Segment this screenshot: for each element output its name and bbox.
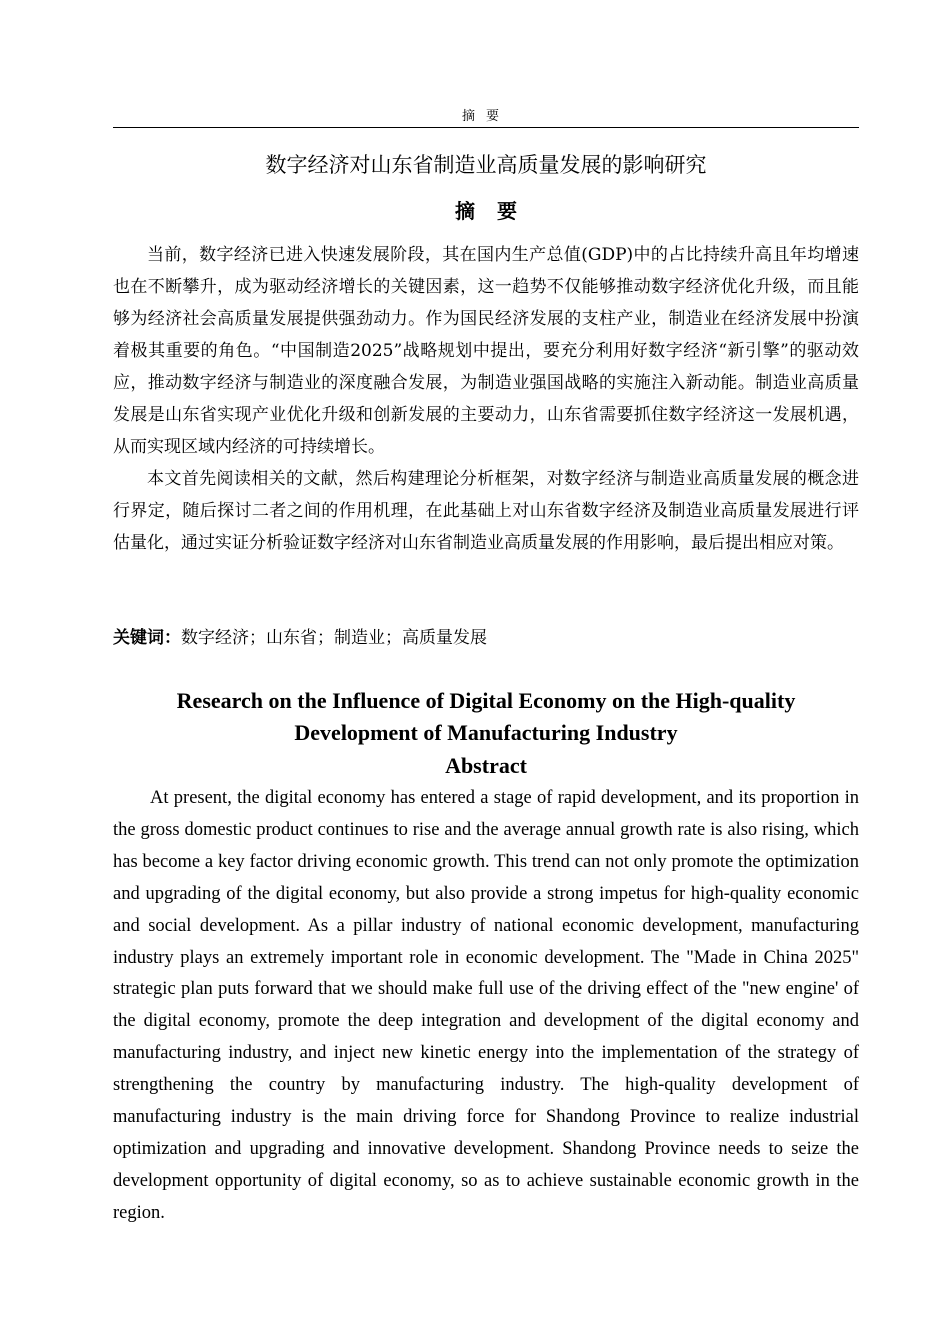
keywords-value: 数字经济；山东省；制造业；高质量发展 — [181, 628, 487, 648]
chinese-abstract-heading: 摘要 — [455, 199, 539, 223]
english-title — [113, 685, 859, 749]
english-title-line-1: Research on the Influence of Digital Economy on the High-quality — [176, 688, 796, 713]
chinese-paragraph-2: 本文首先阅读相关的文献，然后构建理论分析框架，对数字经济与制造业高质量发展的概念进行界定，随后探讨二者之间的作用机理，在此基础上对山东省数字经济及制造业高质量发展进行评估量化，通过实证分析验证数字经济对山东省制造业高质量发展的作用影响，最后提出相应对策。 — [113, 469, 859, 553]
running-header: 摘要 — [461, 109, 510, 124]
english-paragraph-1: At present, the digital economy has entered a stage of rapid development, and its proportion in the gross domestic product continues to rise and the average annual growth rate is also rising, which has become a key factor driving economic growth. This trend can not only promote the optimization and upgrading of the digital economy, but also provide a strong impetus for high-quality economic and social development. As a pillar industry of national economic development, manufacturing industry plays an extremely important role in economic development. The "Made in China 2025" strategic plan puts forward that we should make full use of the driving effect of the "new engine' of the digital economy, promote the deep integration and development of the digital economy and manufacturing industry, and inject new kinetic energy into the implementation of the strategy of strengthening the country by manufacturing industry. The high-quality development of manufacturing industry is the main driving force for Shandong Province to realize industrial optimization and upgrading and innovative development. Shandong Province needs to seize the development opportunity of digital economy, so as to achieve sustainable economic growth in the region. — [113, 788, 859, 1223]
chinese-paragraph-1: 当前，数字经济已进入快速发展阶段，其在国内生产总值(GDP)中的占比持续升高且年均增速也在不断攀升，成为驱动经济增长的关键因素，这一趋势不仅能够推动数字经济优化升级，而且能够为经济社会高质量发展提供强劲动力。作为国民经济发展的支柱产业，制造业在经济发展中扮演着极其重要的角色。“中国制造2025”战略规划中提出，要充分利用好数字经济“新引擎”的驱动效应，推动数字经济与制造业的深度融合发展，为制造业强国战略的实施注入新动能。制造业高质量发展是山东省实现产业优化升级和创新发展的主要动力，山东省需要抓住数字经济这一发展机遇，从而实现区域内经济的可持续增长。 — [113, 245, 859, 457]
chinese-title: 数字经济对山东省制造业高质量发展的影响研究 — [265, 153, 707, 177]
english-abstract-heading: Abstract — [445, 753, 527, 778]
english-abstract-body — [113, 783, 859, 1230]
chinese-abstract-body — [113, 239, 859, 559]
keywords-label: 关键词： — [113, 628, 181, 648]
header-rule — [113, 127, 859, 128]
chinese-keywords — [113, 623, 859, 653]
english-title-line-2: Development of Manufacturing Industry — [294, 720, 678, 745]
